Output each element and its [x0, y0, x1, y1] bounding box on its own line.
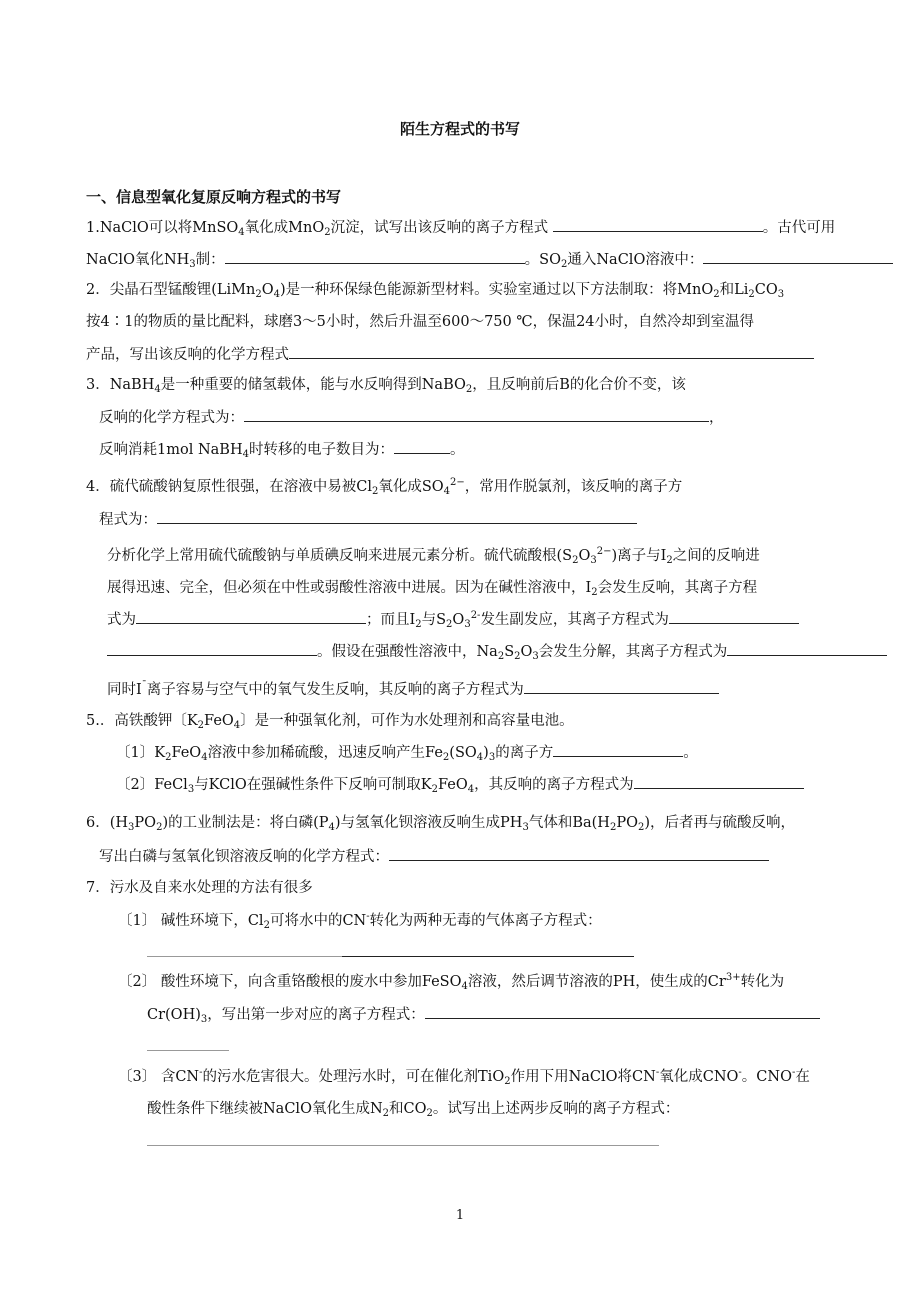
answer-blank[interactable] — [634, 774, 804, 789]
q2-line1: 2．尖晶石型锰酸锂$(LiMn_2O_4)$是一种环保绿色能源新型材料。实验室通过以下方法制取：将MnO$_2$和$Li_2CO_3$ — [86, 282, 785, 300]
answer-blank[interactable] — [136, 609, 366, 624]
q4-line2: 程式为： — [99, 509, 637, 530]
answer-blank[interactable] — [244, 407, 709, 422]
q4-para-line5: 同时I¯离子容易与空气中的氧气发生反响，其反响的离子方程式为 — [107, 679, 719, 700]
q3-line3: 反响消耗1mol NaBH$_4$时转移的电子数目为： 。 — [99, 439, 464, 460]
q3-line1: 3．NaBH$_4$是一种重要的储氢载体，能与水反响得到NaBO$_2$，且反响前后B的化合价不变，该 — [86, 377, 686, 395]
q7-sub2: 〔2〕 酸性环境下，向含重铬酸根的废水中参加FeSO$_4$溶液，然后调节溶液的PH，使生成的$Cr^{3+}$转化为 — [118, 972, 785, 992]
answer-blank[interactable] — [703, 249, 893, 264]
answer-blank[interactable] — [727, 641, 887, 656]
q7-sub3: 〔3〕 含CN-的污水危害很大。处理污水时，可在催化剂TiO$_2$作用下用NaClO将CN-氧化成CNO-。CNO-在 — [118, 1067, 810, 1087]
section-heading: 一、信息型氧化复原反响方程式的书写 — [86, 188, 342, 206]
page-title: 陌生方程式的书写 — [399, 120, 520, 138]
q4-para-line2: 展得迅速、完全，但必须在中性或弱酸性溶液中进展。因为在碱性溶液中，$I_2$会发生反响，其离子方程 — [107, 580, 758, 598]
q5-line2: 〔1〕$K_2FeO_4$溶液中参加稀硫酸，迅速反响产生$Fe_2(SO_4)_3$的离子方 。 — [116, 742, 698, 763]
q4-para-line3: 式为 ；而且$I_2$与$S_2O_3^{2-}$发生副发应，其离子方程式为 — [107, 609, 799, 630]
answer-blank[interactable] — [107, 641, 317, 656]
q2-line3: 产品，写出该反响的化学方程式 — [86, 344, 814, 365]
answer-blank[interactable] — [225, 249, 525, 264]
answer-blank[interactable] — [669, 609, 799, 624]
q5-line3: 〔2〕FeCl$_3$与KClO在强碱性条件下反响可制取$K_2FeO_4$，其反响的离子方程式为 — [116, 774, 804, 795]
q6-line1: 6．$(H_3PO_2)$的工业制法是：将白磷$(P_4)$与氢氧化钡溶液反响生成$PH_3$气体和$Ba(H_2PO_2)$，后者再与硫酸反响， — [86, 815, 795, 833]
answer-blank[interactable] — [289, 344, 814, 359]
q5-line1: 5.．高铁酸钾〔$K_2FeO_4$〕是一种强氧化剂，可作为水处理剂和高容量电池。 — [86, 713, 574, 731]
q7-sub3-answer — [147, 1131, 659, 1152]
answer-blank[interactable] — [147, 1036, 229, 1051]
answer-blank[interactable] — [389, 846, 769, 861]
q7-sub2-answer — [147, 1036, 229, 1057]
q7-sub1: 〔1〕 碱性环境下，$Cl_2$可将水中的CN-转化为两种无毒的气体离子方程式： — [118, 911, 602, 931]
q4-para-line1: 分析化学上常用硫代硫酸钠与单质碘反响来进展元素分析。硫代硫酸根$(S_2O_3^{2-})$离子与$I_2$之间的反响进 — [107, 546, 760, 566]
answer-blank[interactable] — [425, 1004, 820, 1019]
answer-blank[interactable] — [524, 679, 719, 694]
answer-blank[interactable] — [394, 439, 450, 454]
answer-blank[interactable] — [157, 509, 637, 524]
answer-blank[interactable] — [553, 742, 683, 757]
q6-line2: 写出白磷与氢氧化钡溶液反响的化学方程式： — [99, 846, 769, 867]
q3-line2: 反响的化学方程式为： ， — [99, 407, 724, 428]
q4-line1: 4．硫代硫酸钠复原性很强，在溶液中易被$Cl_2$氧化成$SO_4^{2-}$，常用作脱氯剂，该反响的离子方 — [86, 477, 683, 497]
q7-sub3-line2: 酸性条件下继续被NaClO氧化生成$N_2$和$CO_2$。试写出上述两步反响的离子方程式： — [147, 1101, 680, 1119]
answer-blank[interactable] — [553, 217, 763, 232]
q1-line2: NaClO氧化$NH_3$制： 。$SO_2$通入NaClO溶液中： — [86, 249, 893, 270]
page-number: 1 — [455, 1208, 465, 1223]
answer-blank[interactable] — [147, 942, 342, 957]
q7-sub2-line2: $Cr(OH)_3$，写出第一步对应的离子方程式： — [147, 1004, 820, 1025]
q7-line1: 7．污水及自来水处理的方法有很多 — [86, 880, 313, 896]
answer-blank[interactable] — [342, 942, 634, 957]
answer-blank[interactable] — [147, 1131, 659, 1146]
q7-sub1-answer — [147, 942, 634, 963]
q1-line1: 1.NaClO可以将MnSO$_4$氧化成MnO$_2$沉淀，试写出该反响的离子方程式 。古代可用 — [86, 217, 835, 238]
q4-para-line4: 。假设在强酸性溶液中，$Na_2S_2O_3$会发生分解，其离子方程式为 — [107, 641, 887, 662]
q2-line2: 按4∶1的物质的量比配料，球磨3～5小时，然后升温至600～750 ℃，保温24小时，自然冷却到室温得 — [86, 314, 755, 330]
